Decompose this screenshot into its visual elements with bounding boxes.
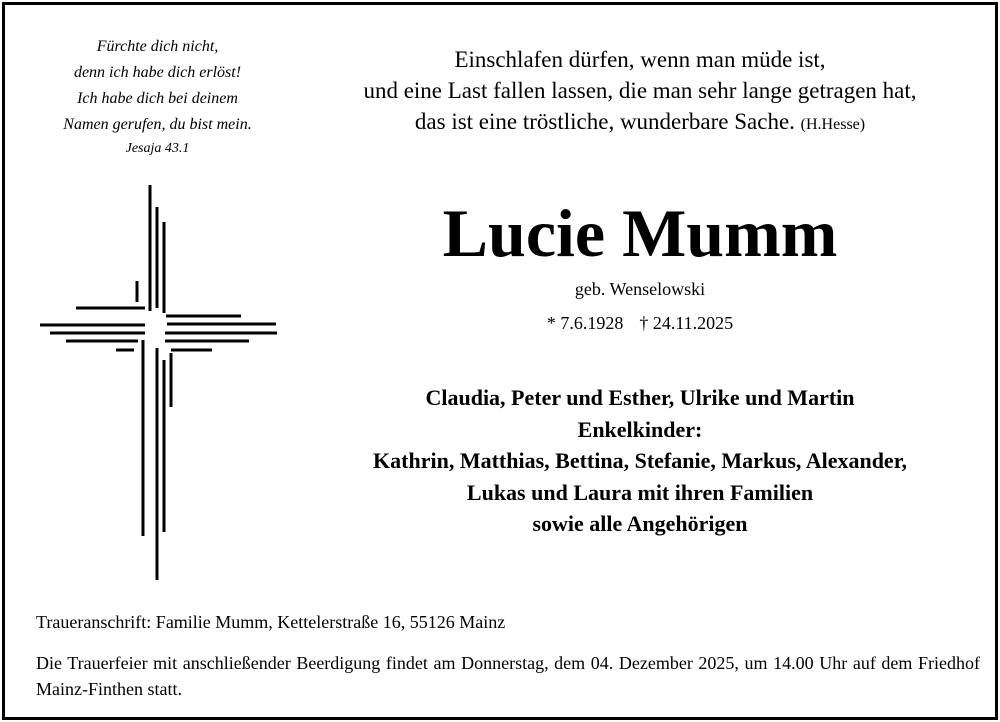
hesse-quote-line: und eine Last fallen lassen, die man sehr lange getragen hat,: [363, 78, 917, 103]
mourning-address: Traueranschrift: Familie Mumm, Kettelerstraße 16, 55126 Mainz: [36, 612, 506, 632]
bible-reference: Jesaja 43.1: [125, 141, 190, 156]
bible-quote-line: Fürchte dich nicht,: [96, 38, 219, 55]
mourners-children: Claudia, Peter und Esther, Ulrike und Martin: [425, 385, 855, 410]
deceased-name: Lucie Mumm: [442, 195, 838, 271]
hesse-quote-source: (H.Hesse): [800, 116, 866, 133]
death-date: † 24.11.2025: [639, 313, 734, 333]
hesse-quote-text: das ist eine tröstliche, wunderbare Sache.: [414, 109, 795, 134]
grandchildren-heading: Enkelkinder:: [577, 416, 703, 442]
bible-quote-line: denn ich habe dich erlöst!: [73, 64, 242, 81]
other-relatives: sowie alle Angehörigen: [532, 511, 748, 536]
grandchildren-families: Lukas und Laura mit ihren Familien: [466, 479, 814, 505]
bible-quote-line: Ich habe dich bei deinem: [77, 90, 238, 107]
bible-quote-line: Namen gerufen, du bist mein.: [63, 116, 252, 133]
mourners-list: [300, 382, 980, 540]
grandchildren-names: Kathrin, Matthias, Bettina, Stefanie, Markus, Alexander,: [373, 448, 907, 473]
birth-date: * 7.6.1928: [546, 313, 624, 333]
life-dates: [300, 309, 980, 337]
ceremony-info: Die Trauerfeier mit anschließender Beerdigung findet am Donnerstag, dem 04. Dezember 2025, um 14.00 Uhr auf dem Friedhof Mainz-Finthen statt.: [36, 653, 980, 699]
birth-name: geb. Wenselowski: [574, 279, 706, 299]
hesse-quote-line-last: [300, 106, 980, 140]
hesse-quote-line: Einschlafen dürfen, wenn man müde ist,: [454, 47, 826, 72]
stylized-line-cross-icon: [0, 0, 300, 600]
hesse-quote: [300, 44, 980, 140]
